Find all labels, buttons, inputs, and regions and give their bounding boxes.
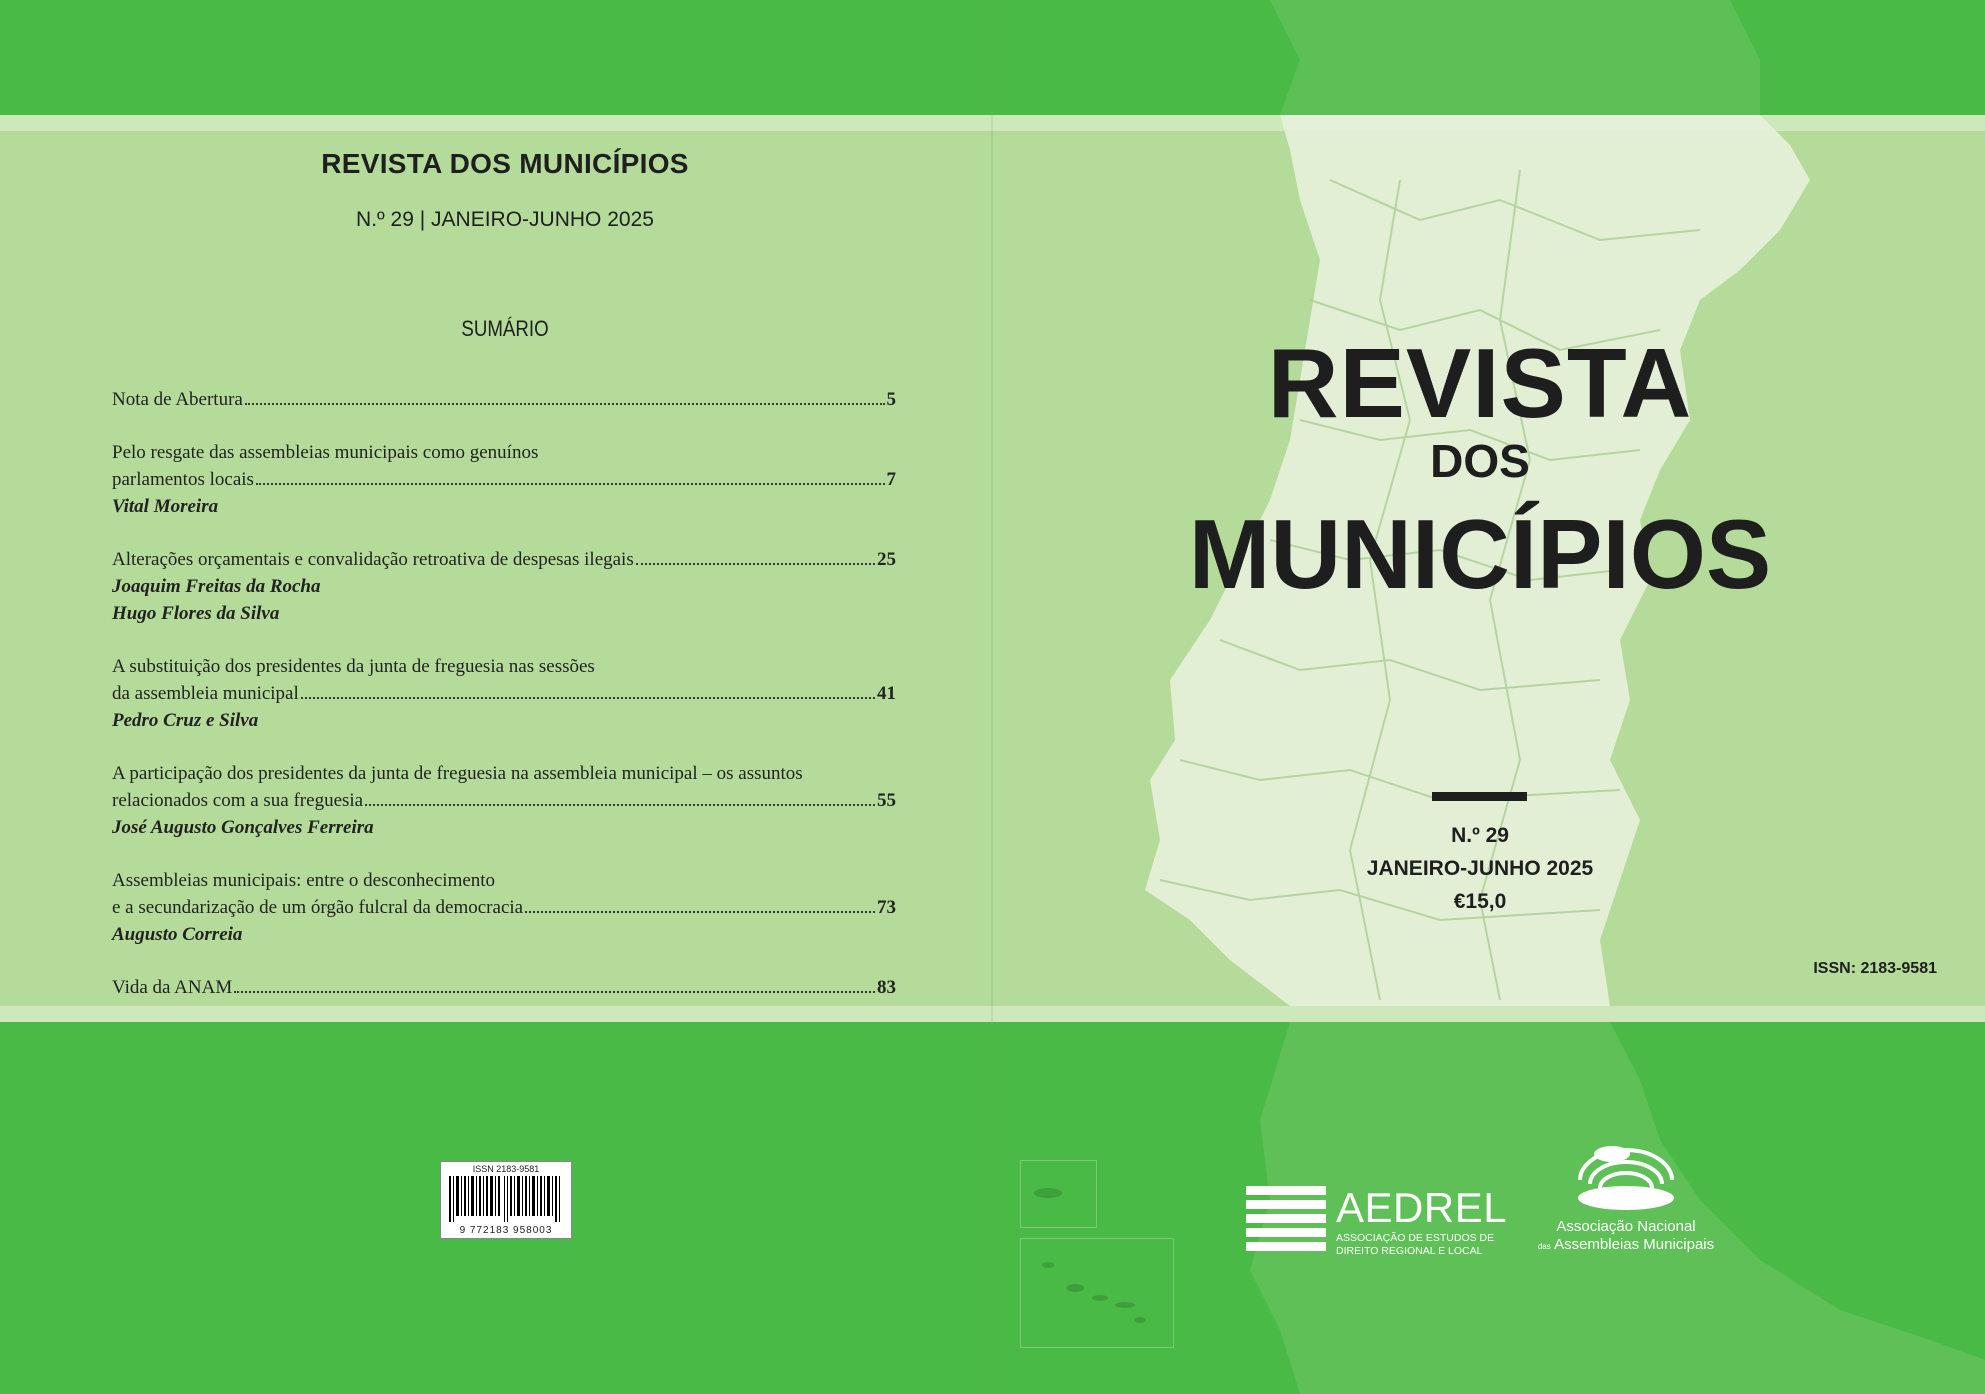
toc-title: A substituição dos presidentes da junta de freguesia nas sessões (112, 656, 595, 677)
toc-leader-dots (245, 403, 885, 405)
toc-title: relacionados com a sua freguesia (112, 790, 364, 811)
title-divider-rule (1432, 792, 1527, 801)
barcode-number: 9 772183 958003 (459, 1225, 553, 1236)
toc-title: Pelo resgate das assembleias municipais como genuínos (112, 442, 539, 463)
toc-entry (112, 439, 896, 520)
anam-line-1: Associação Nacional (1556, 1218, 1696, 1235)
toc-leader-dots (365, 804, 875, 806)
aedrel-name: AEDREL (1336, 1184, 1508, 1231)
toc-entry (112, 867, 896, 948)
anam-prefix: das (1537, 1242, 1551, 1251)
toc-leader-dots (525, 911, 875, 913)
back-cover-title: REVISTA DOS MUNICÍPIOS (321, 148, 689, 179)
toc-entry (112, 546, 896, 627)
toc-page-number: 55 (877, 790, 896, 811)
toc-entry (112, 974, 896, 1001)
anam-logo (1536, 1140, 1716, 1260)
toc-page-number: 7 (886, 469, 896, 490)
madeira-inset-frame (1020, 1160, 1097, 1228)
back-cover-issue: N.º 29 | JANEIRO-JUNHO 2025 (356, 208, 654, 231)
front-issn: ISSN: 2183-9581 (1813, 960, 1937, 977)
toc-title: Assembleias municipais: entre o desconhecimento (112, 870, 496, 891)
aedrel-stripes-icon (1246, 1186, 1330, 1254)
toc-page-number: 41 (877, 683, 896, 704)
toc-title: da assembleia municipal (112, 683, 299, 704)
toc-author: Vital Moreira (112, 496, 219, 517)
toc-title: Alterações orçamentais e convalidação retroativa de despesas ilegais (112, 549, 634, 570)
anam-line-2 (1536, 1236, 1716, 1256)
barcode (440, 1161, 572, 1239)
table-of-contents (112, 386, 896, 1027)
front-title-line-2: DOS (1430, 435, 1530, 487)
anam-line-2-text: Assembleias Municipais (1554, 1236, 1715, 1253)
toc-entry (112, 760, 896, 841)
toc-title: parlamentos locais (112, 469, 254, 490)
barcode-issn-label: ISSN 2183-9581 (472, 1164, 540, 1174)
front-title-line-1: REVISTA (1267, 328, 1693, 438)
toc-author: Joaquim Freitas da Rocha (112, 576, 321, 597)
anam-hemicycle-icon (1536, 1140, 1716, 1220)
toc-page-number: 83 (877, 977, 896, 998)
aedrel-subtitle (1336, 1232, 1506, 1258)
toc-author: Pedro Cruz e Silva (112, 710, 259, 731)
toc-entry (112, 653, 896, 734)
toc-title: Nota de Abertura (112, 389, 243, 410)
front-price: €15,0 (1453, 890, 1507, 913)
aedrel-logo (1246, 1184, 1508, 1259)
toc-author: Hugo Flores da Silva (112, 603, 280, 624)
aedrel-subtitle-line-2: DIREITO REGIONAL E LOCAL (1336, 1245, 1483, 1257)
front-title-line-3: MUNICÍPIOS (1188, 499, 1772, 609)
aedrel-subtitle-line-1: ASSOCIAÇÃO DE ESTUDOS DE (1336, 1232, 1495, 1244)
anam-text (1536, 1218, 1716, 1256)
toc-leader-dots (256, 483, 885, 485)
toc-leader-dots (636, 563, 875, 565)
front-issue-number: N.º 29 (1451, 824, 1509, 847)
toc-page-number: 73 (877, 897, 896, 918)
barcode-bars (449, 1176, 563, 1222)
toc-author: José Augusto Gonçalves Ferreira (112, 817, 374, 838)
toc-author: Augusto Correia (112, 924, 243, 945)
toc-leader-dots (301, 697, 875, 699)
summary-heading: SUMÁRIO (461, 316, 549, 341)
toc-page-number: 25 (877, 549, 896, 570)
toc-entry (112, 386, 896, 413)
azores-inset-frame (1020, 1238, 1174, 1348)
map-north-extension (1270, 0, 1760, 115)
toc-title: e a secundarização de um órgão fulcral da democracia (112, 897, 524, 918)
toc-title: A participação dos presidentes da junta de freguesia na assembleia municipal – os assuntos (112, 763, 803, 784)
front-issue-period: JANEIRO-JUNHO 2025 (1366, 857, 1594, 880)
toc-title: Vida da ANAM (112, 977, 233, 998)
toc-leader-dots (234, 991, 875, 993)
toc-page-number: 5 (886, 389, 896, 410)
